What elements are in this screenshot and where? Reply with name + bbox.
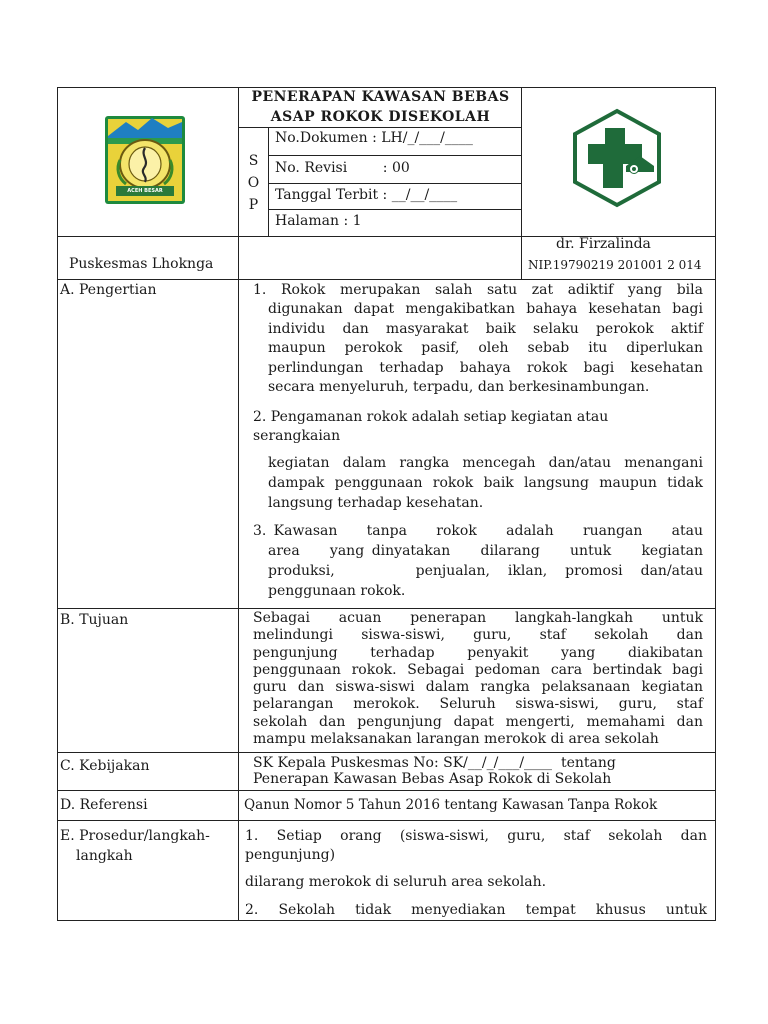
text-line: Penerapan Kawasan Bebas Asap Rokok di Sekolah bbox=[253, 771, 612, 787]
text-line: penggunaan rokok. Sebagai pedoman cara bertindak bagi bbox=[253, 661, 703, 678]
sop-letter-p: P bbox=[248, 197, 259, 213]
sop-letter-o: O bbox=[247, 175, 260, 191]
text-line: dampak penggunaan rokok baik langsung maupun tidak bbox=[268, 475, 703, 491]
signer-nip: NIP.19790219 201001 2 014 bbox=[528, 258, 702, 272]
logo-lettering: ACEH BESAR bbox=[127, 188, 163, 194]
section-b-label: B. Tujuan bbox=[60, 612, 129, 628]
text-line: 1. Setiap orang (siswa-siswi, guru, staf sekolah dan bbox=[245, 828, 707, 844]
text-line: digunakan dapat mengakibatkan bahaya kesehatan bagi bbox=[268, 301, 703, 317]
section-a-item-1 bbox=[253, 281, 703, 301]
section-c-text bbox=[253, 755, 703, 787]
text-line: kegiatan dalam rangka mencegah dan/atau menangani bbox=[268, 455, 703, 471]
section-e-label: E. Prosedur/langkah- bbox=[60, 828, 210, 844]
title-line-1: PENERAPAN KAWASAN BEBAS bbox=[251, 89, 510, 105]
puskesmas-logo bbox=[570, 108, 664, 208]
signer-name: dr. Firzalinda bbox=[556, 236, 651, 252]
text-line: 2. Pengamanan rokok adalah setiap kegiatan atau bbox=[253, 409, 609, 425]
section-e-label-cont: langkah bbox=[76, 848, 133, 864]
issue-date: Tanggal Terbit : __/__/____ bbox=[275, 187, 458, 203]
text-line: penggunaan rokok. bbox=[268, 583, 406, 599]
text-line: serangkaian bbox=[253, 428, 341, 444]
text-line: Sebagai acuan penerapan langkah-langkah untuk bbox=[253, 610, 703, 626]
text-line: maupun perokok pasif, oleh sebab itu diperlukan bbox=[268, 340, 703, 356]
document-title bbox=[239, 87, 522, 127]
section-e-item-1-cont: dilarang merokok di seluruh area sekolah. bbox=[245, 874, 547, 890]
sop-letter-s: S bbox=[248, 153, 259, 169]
text-line: pengunjung) bbox=[245, 847, 336, 863]
page-number: Halaman : 1 bbox=[275, 213, 362, 229]
revision-number: No. Revisi : 00 bbox=[275, 160, 410, 176]
text-line: perlindungan terhadap bahaya rokok bagi kesehatan bbox=[268, 359, 703, 376]
section-a-item-3-cont bbox=[268, 541, 703, 601]
text-line: area yang dinyatakan dilarang untuk kegiatan bbox=[268, 543, 703, 559]
text-line: langsung terhadap kesehatan. bbox=[268, 495, 484, 511]
text-line: sekolah dan pengunjung dapat mengerti, memahami dan bbox=[253, 713, 703, 730]
text-line: SK Kepala Puskesmas No: SK/__/_/___/____ tentang bbox=[253, 755, 616, 771]
section-a-item-3 bbox=[253, 522, 703, 542]
section-d-label: D. Referensi bbox=[60, 797, 148, 813]
section-b-text bbox=[253, 610, 703, 748]
text-line: 1. Rokok merupakan salah satu zat adiktif yang bila bbox=[253, 282, 703, 298]
doc-number: No.Dokumen : LH/_/___/____ bbox=[275, 130, 473, 146]
text-line: pengunjung terhadap penyakit yang diakibatan bbox=[253, 644, 703, 661]
text-line: melindungi siswa-siswi, guru, staf sekolah dan bbox=[253, 627, 703, 644]
title-line-2: ASAP ROKOK DISEKOLAH bbox=[270, 109, 491, 125]
aceh-besar-logo bbox=[102, 114, 188, 206]
section-c-label: C. Kebijakan bbox=[60, 758, 150, 774]
text-line: produksi, penjualan, iklan, promosi dan/atau bbox=[268, 563, 703, 579]
text-line: mampu melaksanakan larangan merokok di area sekolah bbox=[253, 731, 659, 748]
text-line: 3. Kawasan tanpa rokok adalah ruangan atau bbox=[253, 523, 703, 539]
org-name: Puskesmas Lhoknga bbox=[69, 256, 214, 272]
text-line: individu dan masyarakat baik selaku perokok aktif bbox=[268, 320, 703, 337]
section-a-item-1-cont bbox=[268, 300, 703, 398]
text-line: pelarangan merokok. Seluruh siswa-siswi, guru, staf bbox=[253, 696, 703, 713]
section-d-text: Qanun Nomor 5 Tahun 2016 tentang Kawasan Tanpa Rokok bbox=[244, 797, 658, 813]
text-line: secara menyeluruh, terpadu, dan berkesinambungan. bbox=[268, 379, 650, 395]
section-e-item-1 bbox=[245, 827, 707, 865]
section-a-item-2-body bbox=[268, 453, 703, 513]
text-line: guru dan siswa-siswi dalam rangka pelaksanaan kegiatan bbox=[253, 679, 703, 696]
section-e-item-2 bbox=[245, 901, 707, 920]
section-a-item-2 bbox=[253, 408, 703, 446]
section-a-label: A. Pengertian bbox=[60, 282, 157, 298]
sop-label bbox=[239, 150, 268, 216]
text-line: 2. Sekolah tidak menyediakan tempat khusus untuk bbox=[245, 902, 707, 918]
